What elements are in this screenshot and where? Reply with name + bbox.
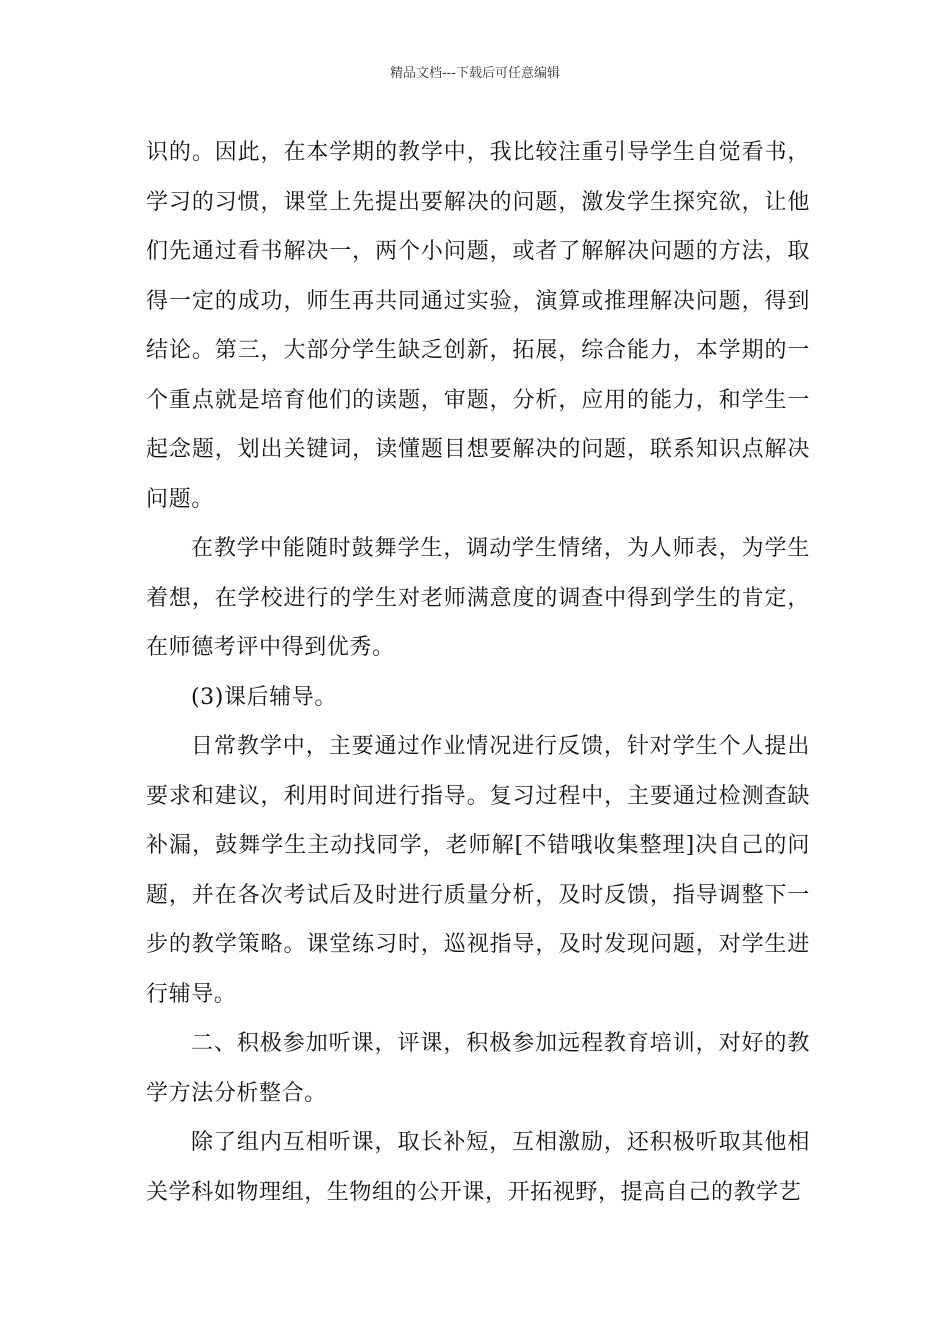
section-heading-lesson-observation: 二、积极参加听课，评课，积极参加远程教育培训，对好的教学方法分析整合。 (146, 1031, 810, 1106)
section-heading-tutoring: (3)课后辅导。 (191, 684, 337, 710)
paragraph-tutoring: 日常教学中，主要通过作业情况进行反馈，针对学生个人提出要求和建议，利用时间进行指导。复习过程中，主要通过检测查缺补漏，鼓舞学生主动找同学，老师解[不错哦收集整理]决自己的问题，并在各次考试后及时进行质量分析，及时反馈，指导调整下一步的教学策略。课堂练习时，巡视指导，及时发现问题，对学生进行辅导。 (146, 734, 810, 1007)
paragraph-lesson-observation: 除了组内互相听课，取长补短，互相激励，还积极听取其他相关学科如物理组，生物组的公开课，开拓视野，提高自己的教学艺 (146, 1130, 810, 1205)
paragraph-continuation: 识的。因此，在本学期的教学中，我比较注重引导学生自觉看书，学习的习惯，课堂上先提出要解决的问题，激发学生探究欲，让他们先通过看书解决一，两个小问题，或者了解解决问题的方法，取得一定的成功，师生再共同通过实验，演算或推理解决问题，得到结论。第三，大部分学生缺乏创新，拓展，综合能力，本学期的一个重点就是培育他们的读题，审题，分析，应用的能力，和学生一起念题，划出关键词，读懂题目想要解决的问题，联系知识点解决问题。 (146, 140, 810, 512)
paragraph-teacher-conduct: 在教学中能随时鼓舞学生，调动学生情绪，为人师表，为学生着想，在学校进行的学生对老师满意度的调查中得到学生的肯定，在师德考评中得到优秀。 (146, 536, 810, 660)
page-header: 精品文档---下载后可任意编辑 (389, 66, 561, 81)
document-body (146, 128, 810, 1217)
